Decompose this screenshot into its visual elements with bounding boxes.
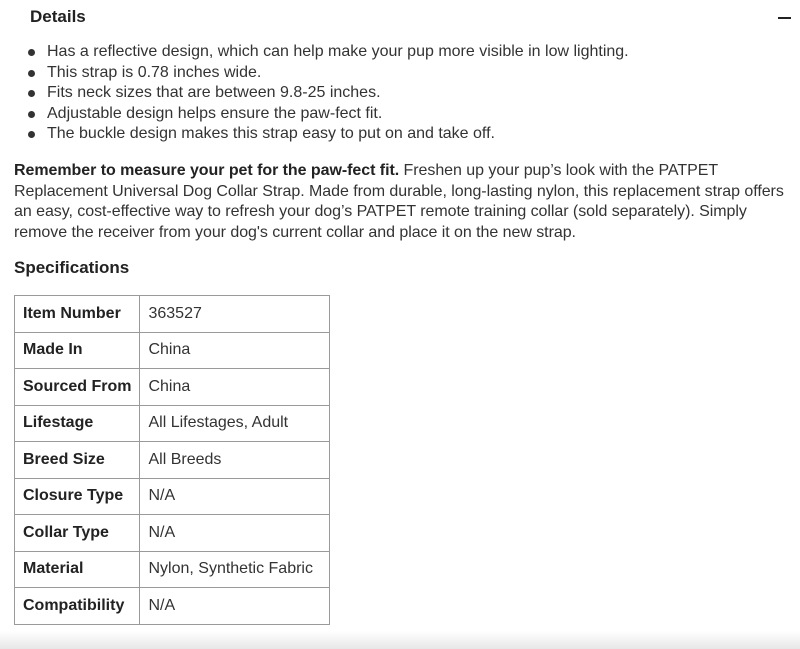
description-lead: Remember to measure your pet for the paw-fect fit. bbox=[14, 162, 400, 179]
spec-value: N/A bbox=[140, 515, 330, 552]
spec-key: Breed Size bbox=[15, 442, 140, 479]
spec-key: Material bbox=[15, 551, 140, 588]
spec-key: Closure Type bbox=[15, 478, 140, 515]
minus-icon[interactable] bbox=[778, 10, 792, 24]
spec-key: Collar Type bbox=[15, 515, 140, 552]
spec-key: Compatibility bbox=[15, 588, 140, 625]
spec-value: All Lifestages, Adult bbox=[140, 405, 330, 442]
specifications-table bbox=[14, 295, 330, 625]
list-item: Fits neck sizes that are between 9.8-25 inches. bbox=[47, 83, 629, 104]
table-row bbox=[15, 296, 330, 333]
spec-key: Lifestage bbox=[15, 405, 140, 442]
list-item: This strap is 0.78 inches wide. bbox=[47, 63, 629, 84]
table-row bbox=[15, 515, 330, 552]
spec-value: All Breeds bbox=[140, 442, 330, 479]
specifications-title: Specifications bbox=[14, 258, 130, 277]
list-item: Adjustable design helps ensure the paw-fect fit. bbox=[47, 104, 629, 125]
spec-value: China bbox=[140, 332, 330, 369]
table-row bbox=[15, 369, 330, 406]
details-title: Details bbox=[30, 7, 86, 26]
table-row bbox=[15, 405, 330, 442]
table-row bbox=[15, 588, 330, 625]
table-row bbox=[15, 551, 330, 588]
spec-key: Made In bbox=[15, 332, 140, 369]
spec-value: N/A bbox=[140, 478, 330, 515]
table-row bbox=[15, 442, 330, 479]
details-accordion-header[interactable] bbox=[0, 0, 800, 34]
spec-value: China bbox=[140, 369, 330, 406]
list-item: The buckle design makes this strap easy to put on and take off. bbox=[47, 124, 629, 145]
spec-key: Sourced From bbox=[15, 369, 140, 406]
product-description bbox=[14, 161, 798, 243]
table-row bbox=[15, 332, 330, 369]
spec-value: 363527 bbox=[140, 296, 330, 333]
feature-list bbox=[14, 42, 629, 145]
spec-key: Item Number bbox=[15, 296, 140, 333]
spec-value: N/A bbox=[140, 588, 330, 625]
bottom-fade bbox=[0, 631, 800, 649]
list-item: Has a reflective design, which can help make your pup more visible in low lighting. bbox=[47, 42, 629, 63]
description-body: Freshen up your pup’s look with the PATPET Replacement Universal Dog Collar Strap. Made from durable, long-lasting nylon, this replacement strap offers an easy, cost-effective way to refresh your dog’s PATPET remote training collar (sold separately). Simply remove the receiver from your dog's current collar and place it on the new strap. bbox=[14, 162, 784, 241]
table-row bbox=[15, 478, 330, 515]
spec-value: Nylon, Synthetic Fabric bbox=[140, 551, 330, 588]
